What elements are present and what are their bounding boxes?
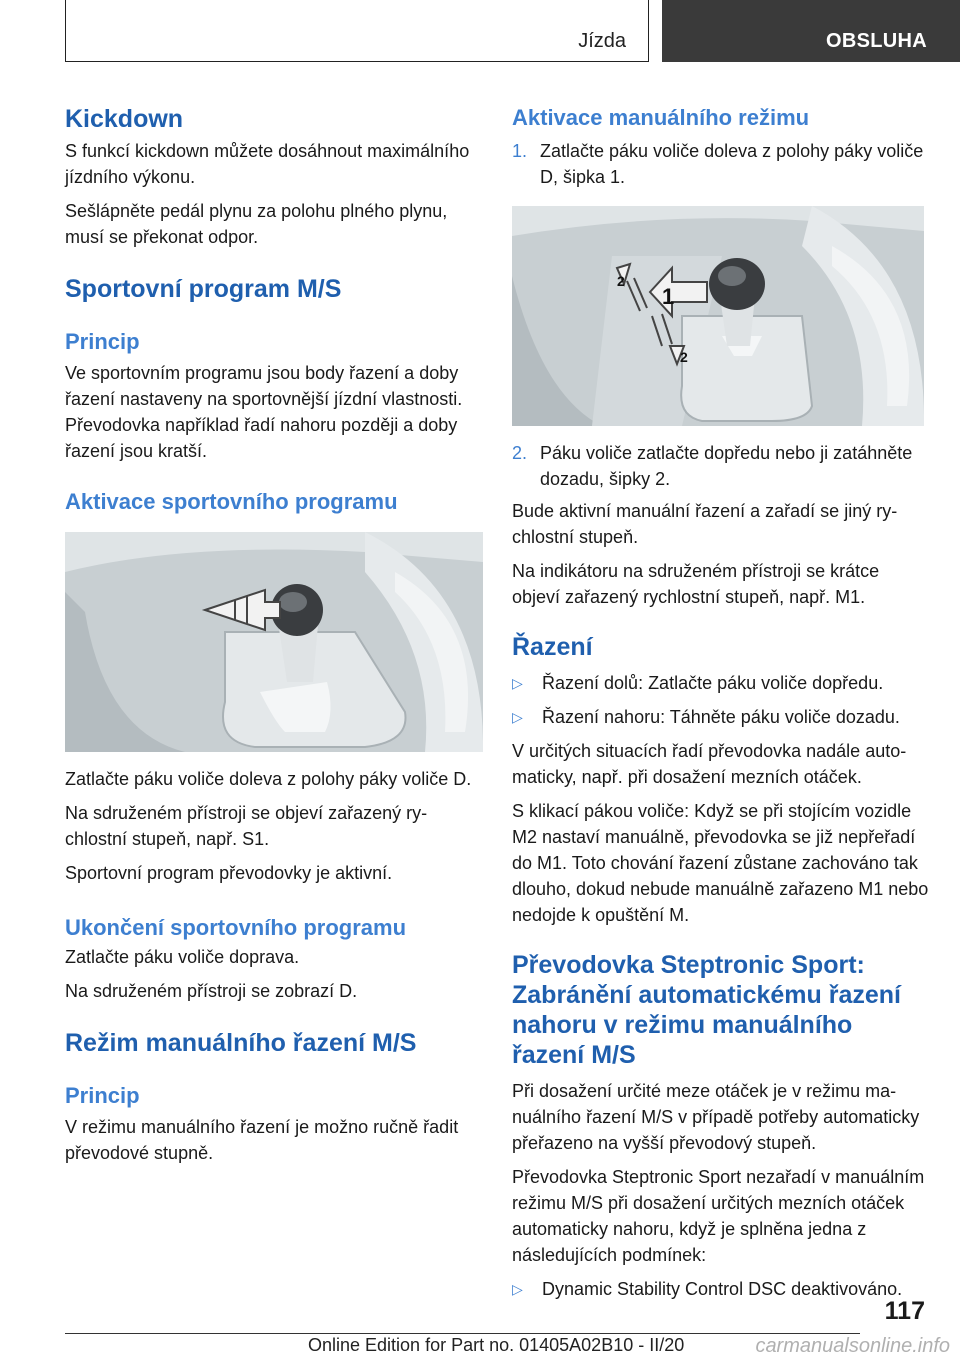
page-header [65, 0, 960, 64]
header-section-box [65, 0, 649, 62]
steptronic-text-1: Při dosažení určité meze otáček je v režimu manuálního řazení M/S v případě potřeby automaticky přeřazeno na vyšší převodový stupeň. [512, 1081, 920, 1153]
end-sport-text-1: Zatlačte páku voliče doprava. [65, 947, 300, 967]
step-1-text: Zatlačte páku voliče doleva z polohy páky voliče D, šipka 1. [540, 141, 924, 187]
kickdown-heading: Kickdown [65, 105, 184, 133]
step-2 [512, 440, 930, 492]
activate-sport-heading: Aktivace sportovního programu [65, 489, 398, 514]
figure-label-2-top: 2 [617, 273, 625, 289]
right-column [512, 100, 930, 1302]
bullet-icon: ▷ [512, 675, 523, 691]
step-2-text: Páku voliče zatlačte dopředu nebo ji zatáhněte dozadu, šipky 2. [540, 443, 913, 489]
principle-heading: Princip [65, 329, 140, 354]
activate-sport-text-3: Sportovní program převodovky je aktivní. [65, 863, 393, 883]
condition-item-dsc-text: Dynamic Stability Control DSC deaktivováno. [542, 1279, 903, 1299]
activate-manual-heading: Aktivace manuálního režimu [512, 105, 810, 130]
shift-item-down-text: Řazení dolů: Zatlačte páku voliče dopředu. [542, 673, 884, 693]
manual-principle-heading: Princip [65, 1083, 140, 1108]
step-2-number: 2. [512, 443, 528, 463]
steptronic-heading: Převodovka Steptronic Sport: Zabránění automatickému řazení nahoru v režimu manuálního řazení M/S [512, 951, 902, 1069]
gear-selector-figure-left [65, 532, 483, 752]
kickdown-text-1: S funkcí kickdown můžete dosáhnout maximálního jízdního výkonu. [65, 141, 470, 187]
end-sport-text-2: Na sdruženém přístroji se zobrazí D. [65, 981, 358, 1001]
bullet-icon: ▷ [512, 1281, 523, 1297]
shift-item-up-text: Řazení nahoru: Táhněte páku voliče dozadu. [542, 707, 900, 727]
manual-result-text-1: Bude aktivní manuální řazení a zařadí se jiný rychlostní stupeň. [512, 501, 898, 547]
condition-item-dsc [512, 1276, 930, 1302]
page-number: 117 [884, 1297, 925, 1325]
manual-mode-illustration [512, 206, 924, 426]
activate-sport-text-1: Zatlačte páku voliče doleva z polohy páky voliče D. [65, 769, 472, 789]
click-selector-text: S klikací pákou voliče: Když se při stojícím vozidle M2 nastaví manuálně, převodovka se již nepřeřadí do M1. Toto chování řazení zůstane zachováno tak dlouho, dokud nebude manuálně zařazeno M1 nebo nedojde k opuštění M. [512, 801, 929, 925]
shift-item-down [512, 670, 930, 696]
gear-selector-figure-right [512, 206, 924, 426]
kickdown-text-2: Sešlápněte pedál plynu za polohu plného plynu, musí se překonat odpor. [65, 201, 448, 247]
manual-mode-heading: Režim manuálního řazení M/S [65, 1029, 417, 1057]
principle-text: Ve sportovním programu jsou body řazení a doby řazení nastaveny na sportovnější jízdní vlastnosti. Převodovka například řadí nahoru později a doby řazení jsou kratší. [65, 363, 463, 461]
watermark: carmanualsonline.info [755, 1335, 950, 1357]
step-1-number: 1. [512, 141, 528, 161]
gear-selector-illustration [65, 532, 483, 752]
manual-result-text-2: Na indikátoru na sdruženém přístroji se krátce objeví zařazený rychlostní stupeň, např. M1. [512, 561, 880, 607]
end-sport-heading: Ukončení sportovního programu [65, 915, 407, 940]
shifting-heading: Řazení [512, 633, 593, 661]
sport-program-heading: Sportovní program M/S [65, 275, 342, 303]
step-1 [512, 138, 930, 190]
auto-shift-text: V určitých situacích řadí převodovka nadále automaticky, např. při dosažení mezních otáček. [512, 741, 907, 787]
activate-sport-text-2: Na sdruženém přístroji se objeví zařazený rychlostní stupeň, např. S1. [65, 803, 428, 849]
footer-divider [65, 1333, 860, 1334]
bullet-icon: ▷ [512, 709, 523, 725]
figure-label-2-bottom: 2 [680, 349, 688, 365]
steptronic-text-2: Převodovka Steptronic Sport nezařadí v manuálním režimu M/S při dosažení určitých mezních otáček automaticky nahoru, když je splněna jedna z následujících podmínek: [512, 1167, 925, 1265]
shift-item-up [512, 704, 930, 730]
header-chapter-tab: OBSLUHA [662, 0, 960, 62]
edition-note: Online Edition for Part no. 01405A02B10 - II/20 [308, 1335, 685, 1355]
figure-label-1: 1 [662, 284, 675, 309]
manual-principle-text: V režimu manuálního řazení je možno ručně řadit převodové stupně. [65, 1117, 459, 1163]
header-section-title: Jízda [578, 30, 626, 52]
left-column [65, 100, 483, 1166]
